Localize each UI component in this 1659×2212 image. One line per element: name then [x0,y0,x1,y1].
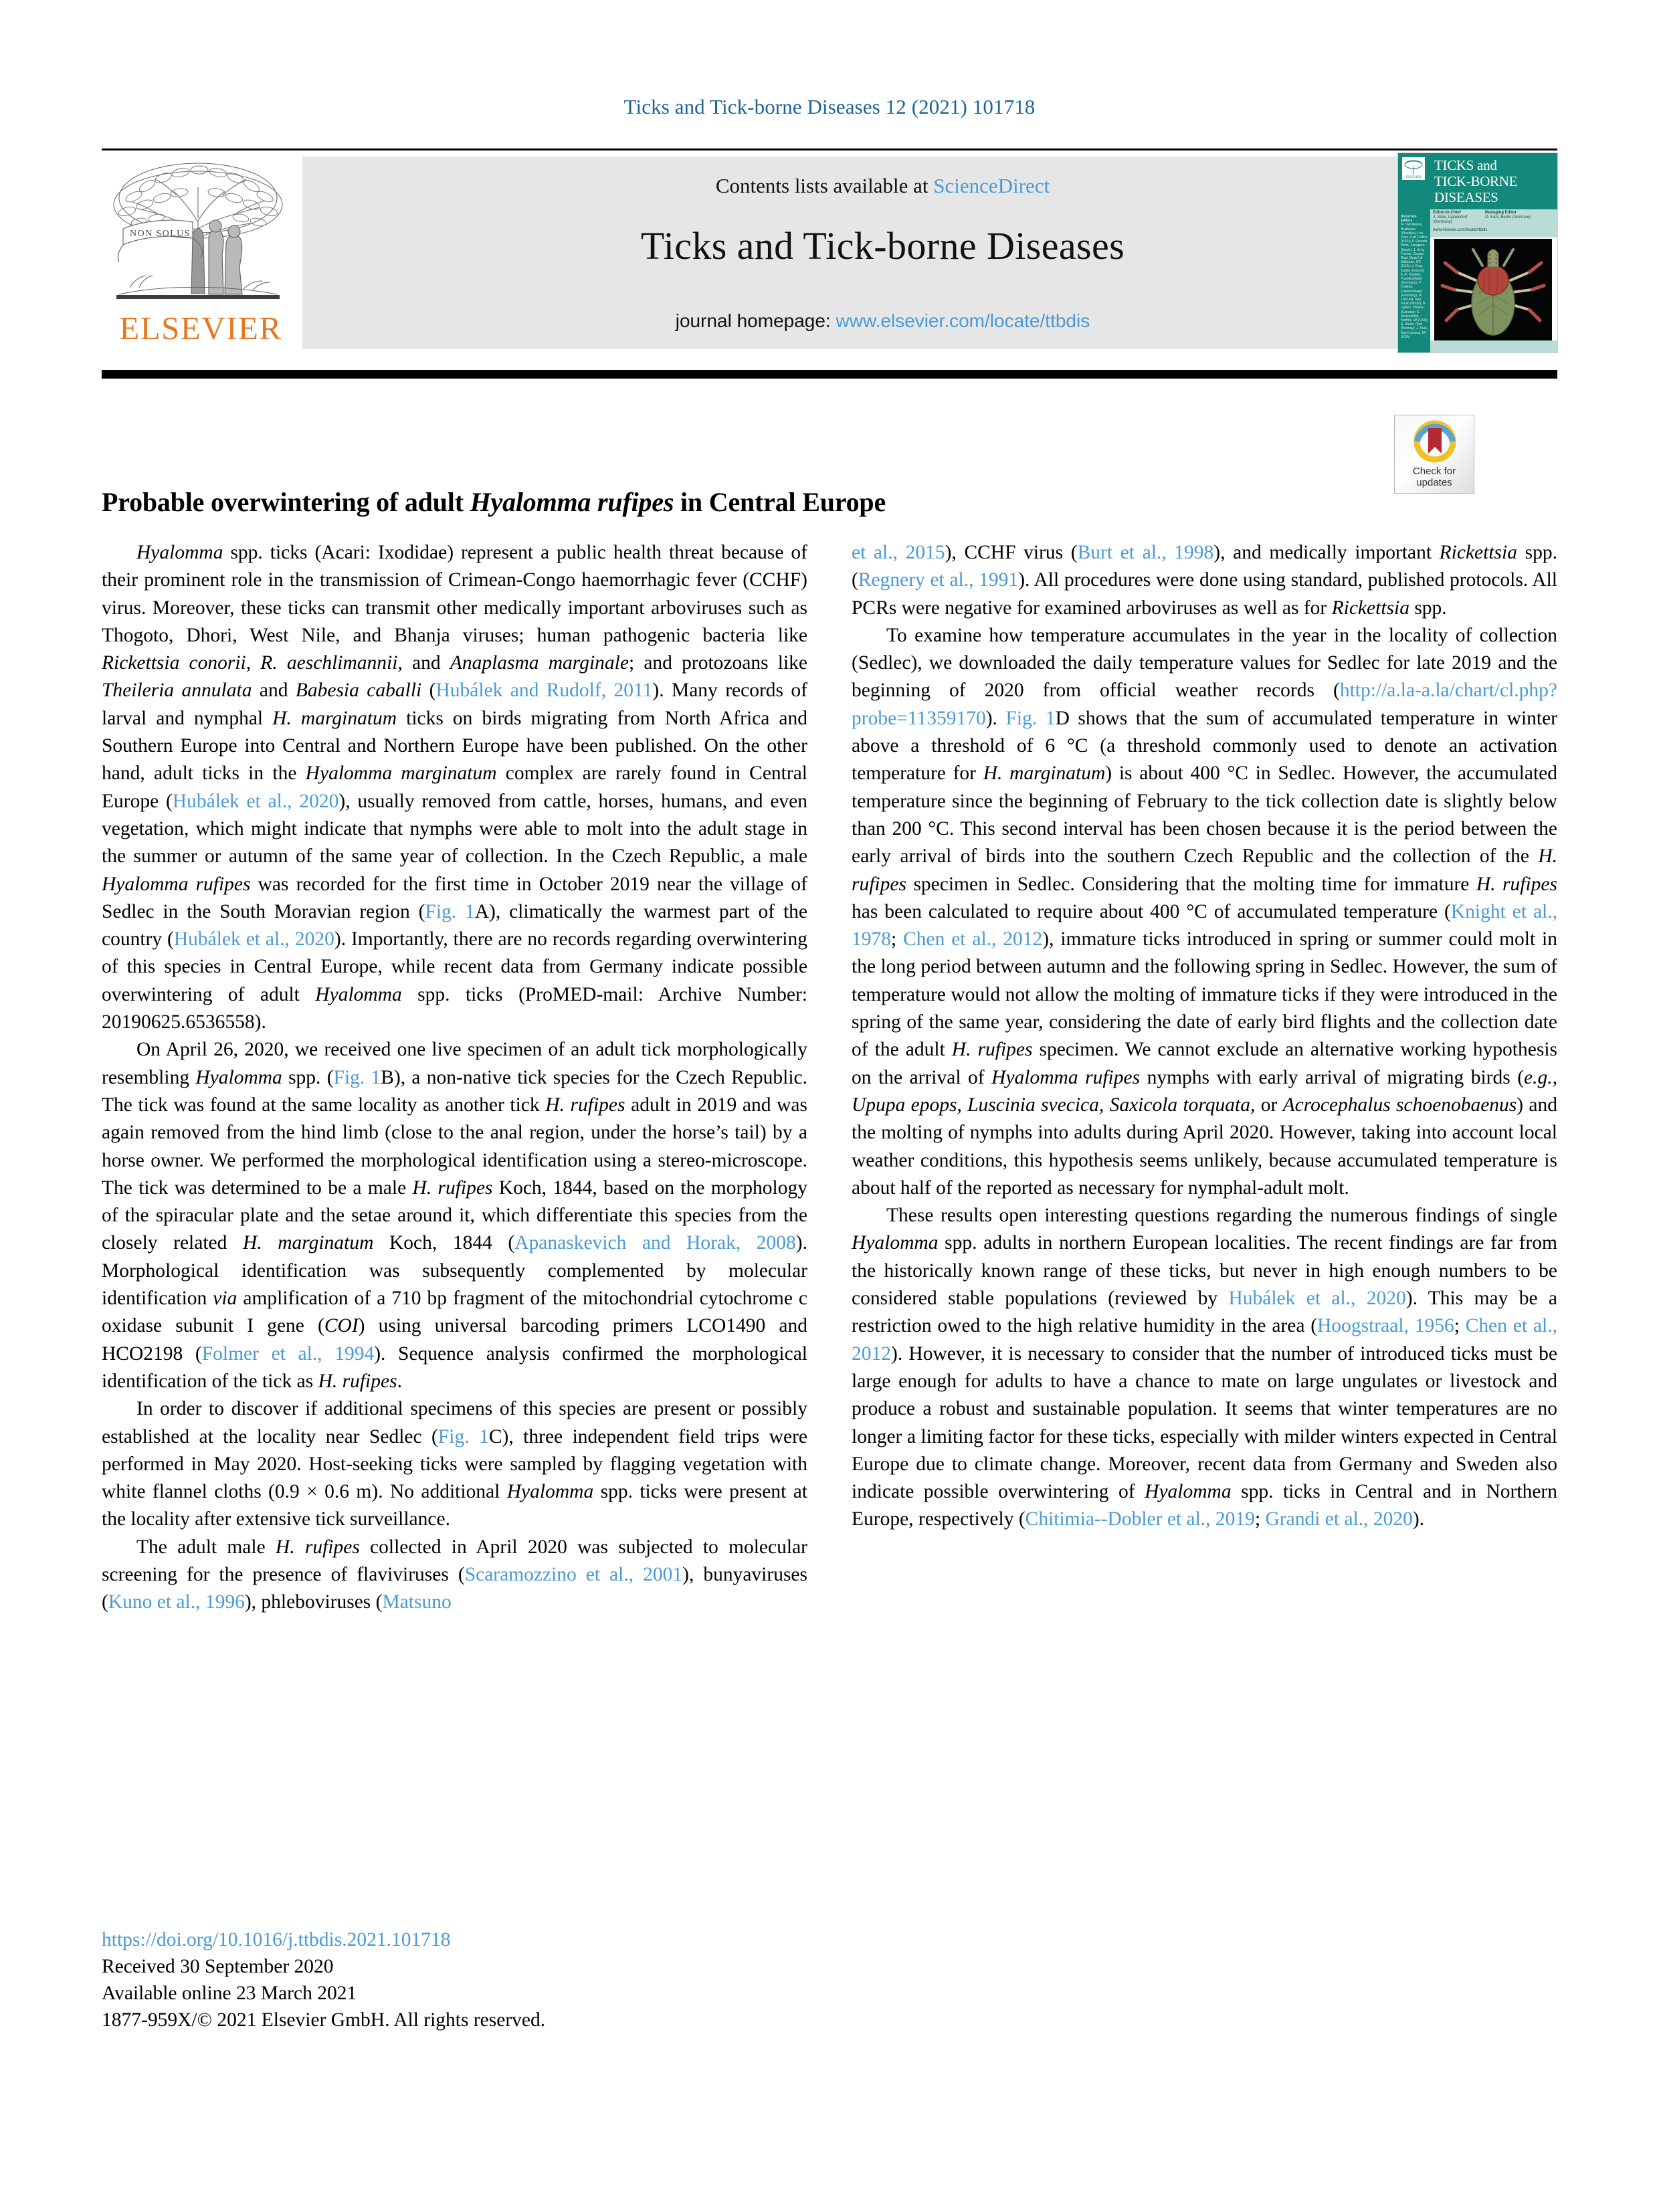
body-text: spp. ( [282,1066,334,1088]
citation-link[interactable]: Regnery et al., 1991 [858,569,1019,591]
body-text: ). However, it is necessary to consider that the number of introduced ticks must be large enough for adults to have a chance to mate on large ungulates or livestock and produce a robust and sustainable population. It seems that winter temperatures are no longer a limiting factor for these ticks, especially with milder winters expected in Central Europe due to climate change. Moreover, recent data from Germany and Sweden also indicate possible overwintering of [852,1342,1557,1503]
journal-masthead [102,155,1557,353]
italic-term: Rickettsia [1439,542,1517,563]
body-paragraph [102,1395,807,1533]
body-text: ticks on birds migrating from North Africa and Southern Europe into Central and Northern Europe have been published. On the other hand, adult ticks in the [102,707,807,785]
crossmark-label-line2: updates [1416,477,1452,488]
body-text: ; and protozoans like [628,652,808,674]
citation-link[interactable]: Fig. 1 [333,1066,381,1088]
body-text: ; [1454,1315,1466,1337]
cover-associate-editors-names: M. Derdakova, Bratislava (Slovakia); Lou Zhen, Fort Collins (USA); A. Estrada-Peña, Zaragoza (Spain); J. de la Fuente, Ciudad Real (Spain) & Stillwater, OK (USA); J. Gray, Dublin (Ireland); K.-P. Hunfeld, Frankfurt/Main (Germany); P. Krälicky, Frankfurt/Main (Germany); M. Labruna, Sao Paulo (Brazil); N. Ogden, Ottawa (Canada); S. Sonenshine, Norfolk, VA (USA); S. Stuen, Oslo (Norway); J. Tsao, East Lansing, MI (USA) [1401,223,1429,339]
italic-term: H. rufipes [852,845,1557,895]
body-text: In order to discover if additional specimens of this species are present or possibly established at the locality near Sedlec ( [102,1398,807,1447]
body-text: These results open interesting questions regarding the numerous findings of single [886,1205,1557,1227]
body-text: adult in 2019 and was again removed from the hind limb (close to the anal region, under the horse’s tail) by a horse owner. We performed the morphological identification using a stereo-microscope. The tick was determined to be a male [102,1094,808,1199]
citation-link[interactable]: Fig. 1 [1005,707,1056,729]
citation-link[interactable]: Burt et al., 1998 [1077,542,1214,563]
body-paragraph [102,539,807,1036]
body-paragraph [852,622,1557,1202]
journal-homepage-line [302,310,1463,332]
italic-term: H. rufipes [275,1536,360,1558]
body-text: collected in April 2020 was subjected to molecular screening for the presence of flaviviruses ( [102,1536,807,1585]
body-paragraph [852,539,1557,622]
crossmark-logo-icon [1409,420,1460,463]
italic-term: H. rufipes [1476,873,1557,895]
running-head: Ticks and Tick-borne Diseases 12 (2021) 101718 [623,95,1036,118]
body-text: spp. ticks (ProMED-mail: Archive Number: 20190625.6536558). [102,983,807,1033]
svg-text:NON SOLUS: NON SOLUS [130,229,191,239]
tick-illustration-icon [1434,239,1552,340]
citation-link[interactable]: http://a.la-a.la/chart/cl.php?probe=11359170 [852,680,1557,729]
elsevier-tree-icon [110,157,287,312]
right-column [852,539,1557,1534]
body-text: ) is about 400 °C in Sedlec. However, the accumulated temperature since the beginning of February to the tick collection date is slightly below than 200 °C. This second interval has been chosen because it is the period between the early arrival of birds into the southern Czech Republic and the collection of the [852,763,1557,868]
cover-title-line3: DISEASES [1434,189,1498,205]
body-text: specimen in Sedlec. Considering that the molting time for immature [906,873,1476,895]
body-text: ( [421,680,436,702]
citation-link[interactable]: Hubálek et al., 2020 [1228,1288,1406,1310]
italic-term: Hyalomma [852,1232,939,1254]
italic-term: Hyalomma rufipes [102,873,251,895]
page-title [102,486,1279,518]
citation-link[interactable]: Fig. 1 [425,900,475,922]
body-text: ) and the molting of nymphs into adults during April 2020. However, taking into account local weather conditions, this hypothesis seems unlikely, because accumulated temperature is about half of the reported as necessary for nymphal-adult molt. [852,1094,1557,1199]
body-text: and [252,680,296,702]
citation-link[interactable]: Folmer et al., 1994 [201,1342,375,1365]
svg-text:ELSEVIER: ELSEVIER [1405,176,1422,179]
citation-link[interactable]: Scaramozzino et al., 2001 [464,1563,683,1585]
body-text: Koch, 1844 ( [373,1232,515,1254]
body-text: ), phleboviruses ( [244,1591,383,1613]
italic-term: e.g., Upupa epops, Luscinia svecica, Saxicola torquata, [852,1066,1558,1116]
italic-term: H. marginatum [242,1232,374,1254]
body-text: The adult male [136,1536,276,1558]
italic-term: H. rufipes [545,1094,625,1116]
body-text: ), and medically important [1213,542,1440,563]
italic-term: H. marginatum [983,763,1106,785]
body-text: spp. ( [852,542,1557,591]
journal-banner [302,157,1463,349]
article-title-part2: in Central Europe [674,486,886,517]
masthead-bottom-bar [102,370,1557,379]
italic-term: Babesia caballi [295,680,422,702]
body-text: C), three independent field trips were performed in May 2020. Host-seeking ticks were sampled by flagging vegetation with white flannel cloths (0.9 × 0.6 m). No additional [102,1425,807,1503]
body-text: ; [891,928,904,950]
body-text: A), climatically the warmest part of the country ( [102,900,807,950]
journal-homepage-prefix: journal homepage: [675,310,836,331]
italic-term: COI [324,1315,359,1337]
body-text: ). Morphological identification was subsequently complemented by molecular identification [102,1232,807,1310]
body-paragraph [102,1534,807,1617]
italic-term: Hyalomma [195,1066,282,1088]
cover-title-line2: TICK-BORNE [1434,173,1518,189]
body-text: ). Many records of larval and nymphal [102,680,807,729]
cover-title [1434,157,1557,205]
italic-term: Rickettsia [1331,597,1409,619]
article-title-species: Hyalomma rufipes [470,486,674,517]
italic-term: Rickettsia conorii, R. aeschlimannii, [102,652,403,674]
citation-link[interactable]: Chen et al., 2012 [852,1315,1557,1365]
citation-link[interactable]: Knight et al., 1978 [852,900,1557,950]
available-online-date: Available online 23 March 2021 [102,1983,357,2004]
citation-link[interactable]: Matsuno [382,1591,452,1613]
cover-eic-name: J. Süss, Lippendorf (Germany) [1433,215,1468,224]
body-text: was recorded for the first time in October 2019 near the village of Sedlec in the South Moravian region ( [102,873,807,922]
body-text: D shows that the sum of accumulated temperature in winter above a threshold of 6 °C (a threshold commonly used to denote an activation temperature for [852,707,1558,785]
body-text: Koch, 1844, based on the morphology of the spiracular plate and the setae around it, which differentiate this species from the closely related [102,1177,807,1254]
elsevier-wordmark: ELSEVIER [119,310,282,346]
body-text: spp. adults in northern European localities. The recent findings are far from the historically known range of these ticks, but never in high enough numbers to be considered stable populations (reviewed by [852,1232,1557,1310]
cover-tick-illustration [1434,239,1552,340]
italic-term: H. marginatum [272,707,397,729]
sciencedirect-link[interactable]: ScienceDirect [933,174,1050,197]
body-paragraph [102,1036,807,1395]
body-text: ). This may be a restriction owed to the high relative humidity in the area ( [852,1288,1557,1337]
body-text: spp. ticks were present at the locality after extensive tick surveillance. [102,1481,807,1530]
contents-lists-prefix: Contents lists available at [715,174,934,197]
italic-term: Theileria annulata [102,680,252,702]
body-text: ), CCHF virus ( [945,542,1078,563]
body-text: To examine how temperature accumulates in the year in the locality of collection (Sedlec), we downloaded the daily temperature values for Sedlec for late 2019 and the beginning of 2020 from official weather records ( [852,624,1557,702]
italic-term: via [213,1288,237,1310]
body-text: ). Sequence analysis confirmed the morphological identification of the tick as [102,1342,807,1392]
italic-term: Hyalomma rufipes [991,1066,1141,1088]
cover-associate-editors [1401,215,1429,339]
contents-lists-line [302,174,1463,198]
italic-term: Hyalomma marginatum [305,763,497,785]
italic-term: Hyalomma [315,983,402,1005]
copyright-line: 1877-959X/© 2021 Elsevier GmbH. All rights reserved. [102,2009,546,2031]
body-text: ). All procedures were done using standard, published protocols. All PCRs were negative for examined arboviruses as well as for [852,569,1557,619]
body-text: and [402,652,450,674]
body-text: or [1255,1094,1283,1116]
body-text: nymphs with early arrival of migrating birds ( [1140,1066,1525,1088]
citation-link[interactable]: et al., 2015 [852,542,945,563]
italic-term: H. rufipes [412,1177,493,1199]
body-text: ) using universal barcoding primers LCO1490 and HCO2198 ( [102,1315,808,1365]
non-solus-banner [118,220,202,262]
article-body [102,539,1557,1877]
cover-elsevier-mark-icon [1402,157,1425,180]
citation-link[interactable]: Apanaskevich and Horak, 2008 [514,1232,796,1254]
citation-link[interactable]: Grandi et al., 2020 [1265,1508,1413,1530]
citation-link[interactable]: Hubálek et al., 2020 [172,790,339,812]
cover-editors [1433,211,1556,225]
citation-link[interactable]: Hubálek et al., 2020 [173,928,334,950]
cover-managing-editor-label: Managing Editor [1485,211,1517,215]
body-text: has been calculated to require about 400 °C of accumulated temperature ( [852,900,1451,922]
italic-term: H. rufipes [318,1370,397,1392]
citation-link[interactable]: Hoogstraal, 1956 [1317,1315,1454,1337]
article-title-part1: Probable overwintering of adult [102,486,470,517]
italic-term: H. rufipes [951,1039,1033,1061]
body-text: amplification of a 710 bp fragment of the mitochondrial cytochrome c oxidase subunit I gene ( [102,1288,808,1337]
received-date: Received 30 September 2020 [102,1956,334,1977]
italic-term: Anaplasma marginale [450,652,629,674]
body-text: complex are rarely found in Central Europe ( [102,763,807,812]
body-text: ), bunyaviruses ( [102,1563,807,1613]
crossmark-badge[interactable] [1394,415,1474,494]
crossmark-label [1395,466,1474,488]
body-text: ). [985,707,1006,729]
body-text: ). Importantly, there are no records regarding overwintering of this species in Central Europe, while recent data from Germany indicate possible overwintering of adult [102,928,807,1005]
cover-eic-label: Editor-in-Chief [1433,211,1461,215]
elsevier-logo [102,157,296,350]
citation-link[interactable]: Kuno et al., 1996 [108,1591,245,1613]
citation-link[interactable]: Hubálek and Rudolf, 2011 [435,680,653,702]
left-column [102,539,807,1617]
body-text: ), immature ticks introduced in spring or summer could molt in the long period between autumn and the following spring in Sedlec. However, the sum of temperature would not allow the molting of immature ticks if they were introduced in the spring of the same year, considering the date of early bird flights and the collection date of the adult [852,928,1557,1061]
body-text: B), a non-native tick species for the Czech Republic. The tick was found at the same locality as another tick [102,1066,807,1116]
citation-link[interactable]: Chen et al., 2012 [903,928,1043,950]
body-text: spp. ticks (Acari: Ixodidae) represent a public health threat because of their prominent role in the transmission of Crimean-Congo haemorrhagic fever (CCHF) virus. Moreover, these ticks can transmit other medically important arboviruses such as Thogoto, Dhori, West Nile, and Bhanja viruses; human pathogenic bacteria like [102,542,807,646]
citation-link[interactable]: Chitimia--Dobler et al., 2019 [1025,1508,1255,1530]
italic-term: Acrocephalus schoenobaenus [1282,1094,1517,1116]
body-text: ). [1412,1508,1425,1530]
body-text: On April 26, 2020, we received one live specimen of an adult tick morphologically resembling [102,1039,807,1088]
cover-associate-editors-label: Associate Editors [1401,215,1417,223]
masthead-top-rule [102,148,1557,150]
body-text: . [397,1370,402,1392]
article-footer [102,1926,904,2033]
italic-term: Hyalomma [136,542,223,563]
journal-cover-thumbnail[interactable] [1397,153,1558,353]
body-paragraph [852,1202,1557,1534]
body-text: specimen. We cannot exclude an alternative working hypothesis on the arrival of [852,1039,1557,1088]
journal-homepage-link[interactable]: www.elsevier.com/locate/ttbdis [836,310,1090,331]
cover-title-line1: TICKS and [1434,157,1497,173]
body-text: spp. [1409,597,1447,619]
body-text: spp. ticks in Central and in Northern Europe, respectively ( [852,1481,1557,1530]
doi-link[interactable]: https://doi.org/10.1016/j.ttbdis.2021.101718 [102,1929,451,1950]
italic-term: Hyalomma [506,1481,594,1503]
citation-link[interactable]: Fig. 1 [437,1425,489,1447]
cover-bottom-band [1430,340,1558,353]
cover-url: www.elsevier.com/locate/ttbdis [1433,228,1488,232]
journal-title: Ticks and Tick-borne Diseases [640,224,1125,268]
body-text: ; [1254,1508,1266,1530]
italic-term: Hyalomma [1145,1481,1232,1503]
crossmark-label-line1: Check for [1412,466,1456,477]
cover-managing-editor-name: O. Kahl, Berlin (Germany) [1485,215,1532,219]
body-text: ), usually removed from cattle, horses, humans, and even vegetation, which might indicate that nymphs were able to molt into the adult stage in the summer or autumn of the same year of collection. In the Czech Republic, a male [102,790,808,868]
